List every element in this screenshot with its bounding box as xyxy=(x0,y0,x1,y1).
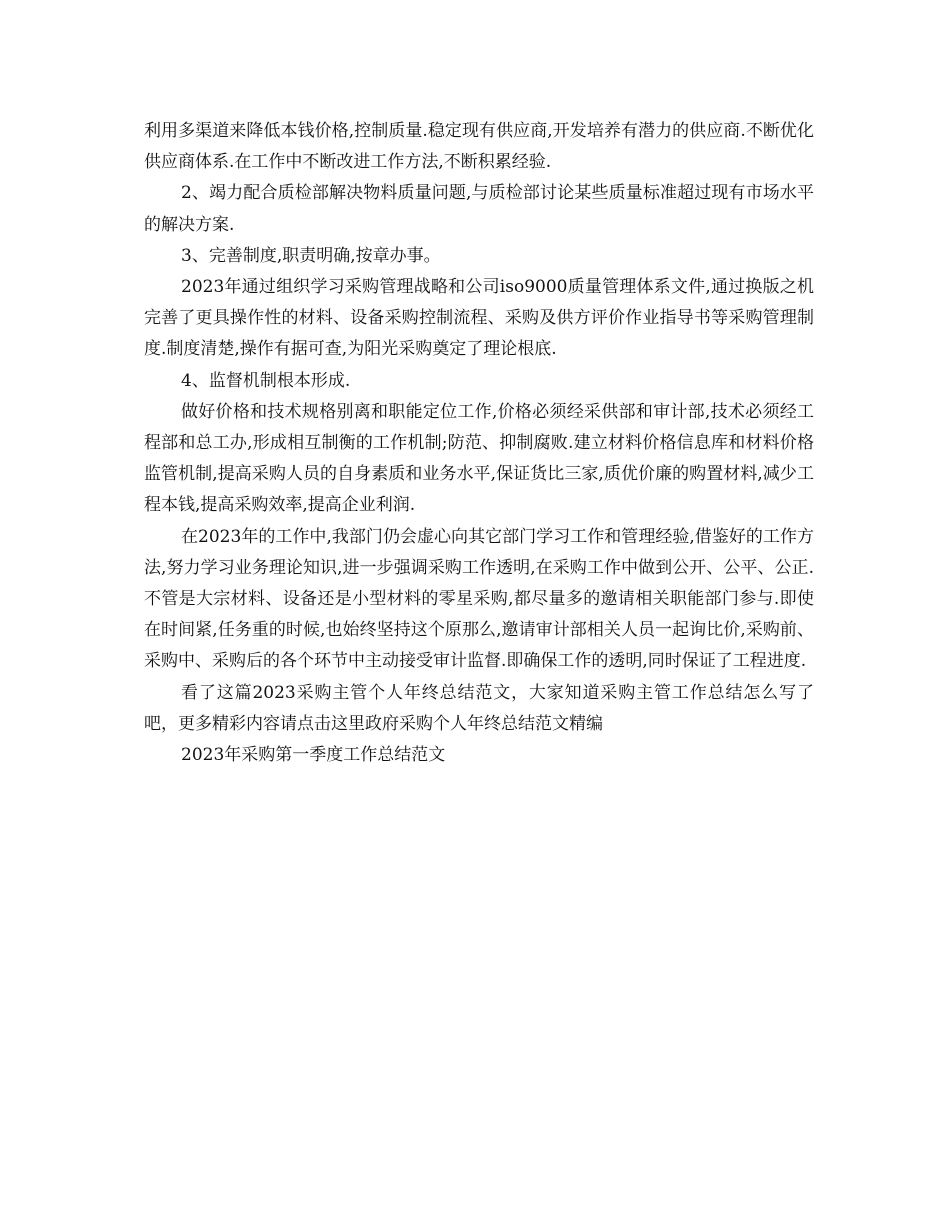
document-body xyxy=(144,116,814,771)
paragraph-continuation: 利用多渠道来降低本钱价格,控制质量.稳定现有供应商,开发培养有潜力的供应商.不断优化供应商体系.在工作中不断改进工作方法,不断积累经验. xyxy=(144,121,814,173)
paragraph-2023-work: 在2023年的工作中,我部门仍会虚心向其它部门学习工作和管理经验,借鉴好的工作方法,努力学习业务理论知识,进一步强调采购工作透明,在采购工作中做到公开、公平、公正.不管是大宗材料、设备还是小型材料的零星采购,都尽量多的邀请相关职能部门参与.即使在时间紧,任务重的时候,也始终坚持这个原那么,邀请审计部相关人员一起询比价,采购前、采购中、采购后的各个环节中主动接受审计监督.即确保工作的透明,同时保证了工程进度. xyxy=(144,526,814,672)
related-article-title[interactable]: 2023年采购第一季度工作总结范文 xyxy=(181,745,446,766)
paragraph-item-4: 4、监督机制根本形成. xyxy=(181,370,351,391)
paragraph-pricing: 做好价格和技术规格别离和职能定位工作,价格必须经采供部和审计部,技术必须经工程部和总工办,形成相互制衡的工作机制;防范、抑制腐败.建立材料价格信息库和材料价格监管机制,提高采购人员的自身素质和业务水平,保证货比三家,质优价廉的购置材料,减少工程本钱,提高采购效率,提高企业利润. xyxy=(144,401,814,516)
paragraph-closing-link[interactable]: 看了这篇2023采购主管个人年终总结范文，大家知道采购主管工作总结怎么写了吧，更多精彩内容请点击这里政府采购个人年终总结范文精编 xyxy=(144,682,814,734)
paragraph-iso9000: 2023年通过组织学习采购管理战略和公司iso9000质量管理体系文件,通过换版之机完善了更具操作性的材料、设备采购控制流程、采购及供方评价作业指导书等采购管理制度.制度清楚,操作有据可查,为阳光采购奠定了理论根底. xyxy=(144,277,814,360)
paragraph-item-2: 2、竭力配合质检部解决物料质量问题,与质检部讨论某些质量标准超过现有市场水平的解决方案. xyxy=(144,183,814,235)
paragraph-item-3: 3、完善制度,职责明确,按章办事。 xyxy=(181,245,441,266)
